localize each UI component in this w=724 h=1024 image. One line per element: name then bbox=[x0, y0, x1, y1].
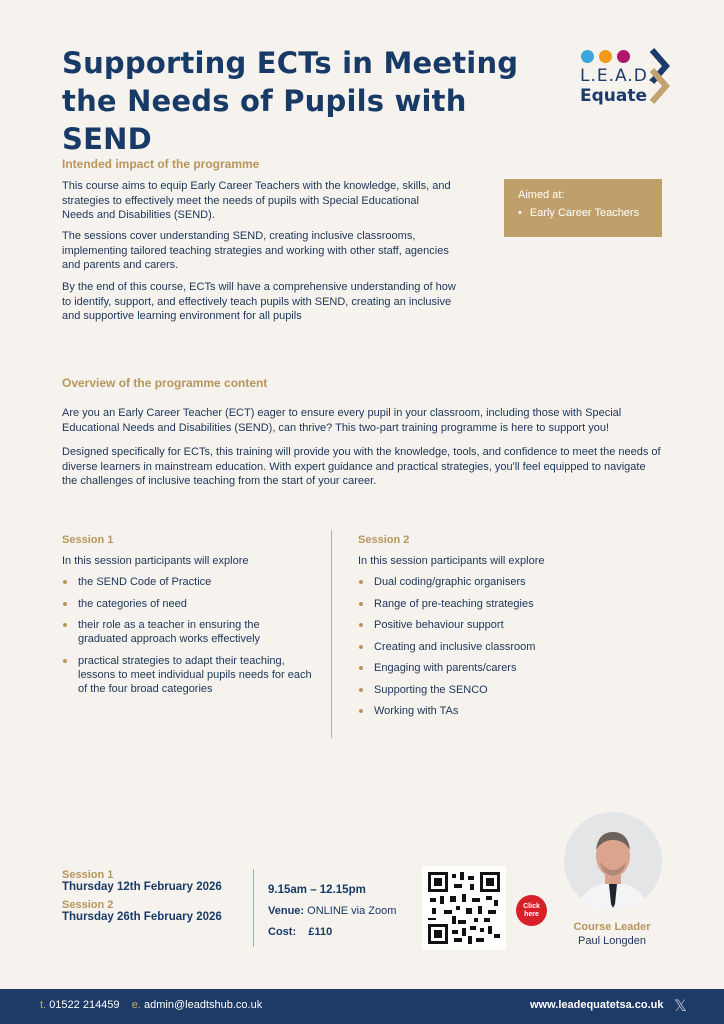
course-leader-photo bbox=[564, 812, 662, 910]
course-leader bbox=[540, 921, 684, 947]
session-2-intro: In this session participants will explore bbox=[358, 555, 545, 567]
click-here-badge[interactable]: Click here bbox=[516, 895, 547, 926]
logo-chevron-icon bbox=[642, 48, 672, 106]
session-1-date: Thursday 12th February 2026 bbox=[62, 881, 222, 893]
session-2-column bbox=[358, 534, 638, 726]
qr-code-icon bbox=[428, 872, 500, 944]
course-leader-heading: Course Leader bbox=[573, 921, 651, 933]
phone-prefix: t. bbox=[40, 999, 47, 1011]
aimed-at-heading: Aimed at: bbox=[518, 189, 565, 201]
logo-equate-text: Equate bbox=[580, 86, 648, 106]
cost-value: £110 bbox=[308, 926, 333, 938]
list-item: Supporting the SENCO bbox=[358, 683, 638, 697]
overview-paragraph-1: Are you an Early Career Teacher (ECT) eager to ensure every pupil in your classroom, including those with Special Educational Needs and Disabilities (SEND), can thrive? This two-part training programme is here to support you! bbox=[62, 407, 622, 434]
logo-dot-purple bbox=[617, 50, 630, 63]
aimed-at-box bbox=[504, 179, 662, 237]
list-item: Dual coding/graphic organisers bbox=[358, 575, 638, 589]
list-item: practical strategies to adapt their teaching, lessons to meet individual pupils needs for each of the four broad categories bbox=[62, 654, 312, 696]
session-1-date-label: Session 1 bbox=[62, 869, 114, 881]
title-line-2: the Needs of Pupils with SEND bbox=[62, 84, 467, 156]
qr-code[interactable] bbox=[422, 866, 506, 950]
list-item: the SEND Code of Practice bbox=[62, 575, 312, 589]
impact-paragraph-2: The sessions cover understanding SEND, creating inclusive classrooms, implementing tailored teaching strategies and working with other staff, agencies and parents and carers. bbox=[62, 230, 449, 271]
course-leader-name: Paul Longden bbox=[578, 935, 646, 947]
logo-lead-text: L.E.A.D. bbox=[580, 66, 655, 86]
page-title bbox=[62, 44, 542, 158]
session-2-date: Thursday 26th February 2026 bbox=[62, 911, 222, 923]
x-icon[interactable]: 𝕏 bbox=[674, 998, 687, 1015]
list-item: Working with TAs bbox=[358, 704, 638, 718]
session-1-list bbox=[62, 575, 312, 696]
list-item: Creating and inclusive classroom bbox=[358, 640, 638, 654]
impact-heading: Intended impact of the programme bbox=[62, 157, 260, 171]
email-prefix: e. bbox=[131, 999, 141, 1011]
phone-link[interactable]: 01522 214459 bbox=[49, 999, 120, 1011]
session-divider bbox=[331, 530, 332, 738]
impact-paragraph-1: This course aims to equip Early Career Teachers with the knowledge, skills, and strategies to effectively meet the needs of pupils with Special Educational Needs and Disabilities (SEND). bbox=[62, 180, 451, 221]
list-item: their role as a teacher in ensuring the graduated approach works effectively bbox=[62, 618, 312, 646]
website-link[interactable]: www.leadequatetsa.co.uk bbox=[530, 999, 664, 1011]
list-item: Engaging with parents/carers bbox=[358, 661, 638, 675]
session-details bbox=[268, 884, 396, 947]
list-item: the categories of need bbox=[62, 597, 312, 611]
session-dates bbox=[62, 869, 222, 929]
session-1-intro: In this session participants will explore bbox=[62, 555, 249, 567]
email-link[interactable]: admin@leadtshub.co.uk bbox=[144, 999, 263, 1011]
footer-bar bbox=[0, 989, 724, 1024]
person-portrait-icon bbox=[564, 812, 662, 910]
cost-row bbox=[268, 926, 396, 938]
details-divider bbox=[253, 869, 254, 947]
overview-paragraph-2: Designed specifically for ECTs, this training will provide you with the knowledge, tools, and confidence to meet the needs of diverse learners in mainstream education. With expert guidance and practical strategies, you'll feel equipped to navigate the challenges of inclusive teaching from the start of your career. bbox=[62, 446, 661, 487]
venue-label: Venue: bbox=[268, 905, 305, 917]
impact-paragraph-3: By the end of this course, ECTs will have a comprehensive understanding of how to identify, support, and effectively teach pupils with SEND, creating an inclusive and supportive learning environment for all pupils bbox=[62, 281, 456, 322]
session-time: 9.15am – 12.15pm bbox=[268, 884, 366, 896]
footer-contact bbox=[40, 999, 262, 1011]
list-item: Positive behaviour support bbox=[358, 618, 638, 632]
logo-dot-blue bbox=[581, 50, 594, 63]
session-1-column bbox=[62, 534, 312, 703]
title-line-1: Supporting ECTs in Meeting bbox=[62, 46, 519, 80]
session-2-list bbox=[358, 575, 638, 718]
aimed-at-item: • Early Career Teachers bbox=[518, 207, 648, 219]
overview-heading: Overview of the programme content bbox=[62, 376, 268, 390]
cost-label: Cost: bbox=[268, 926, 297, 938]
session-2-heading: Session 2 bbox=[358, 534, 410, 546]
session-2-date-label: Session 2 bbox=[62, 899, 114, 911]
logo-dot-orange bbox=[599, 50, 612, 63]
lead-equate-logo bbox=[578, 46, 678, 106]
session-1-heading: Session 1 bbox=[62, 534, 114, 546]
venue-row bbox=[268, 905, 396, 917]
list-item: Range of pre-teaching strategies bbox=[358, 597, 638, 611]
venue-value: ONLINE via Zoom bbox=[307, 905, 397, 917]
